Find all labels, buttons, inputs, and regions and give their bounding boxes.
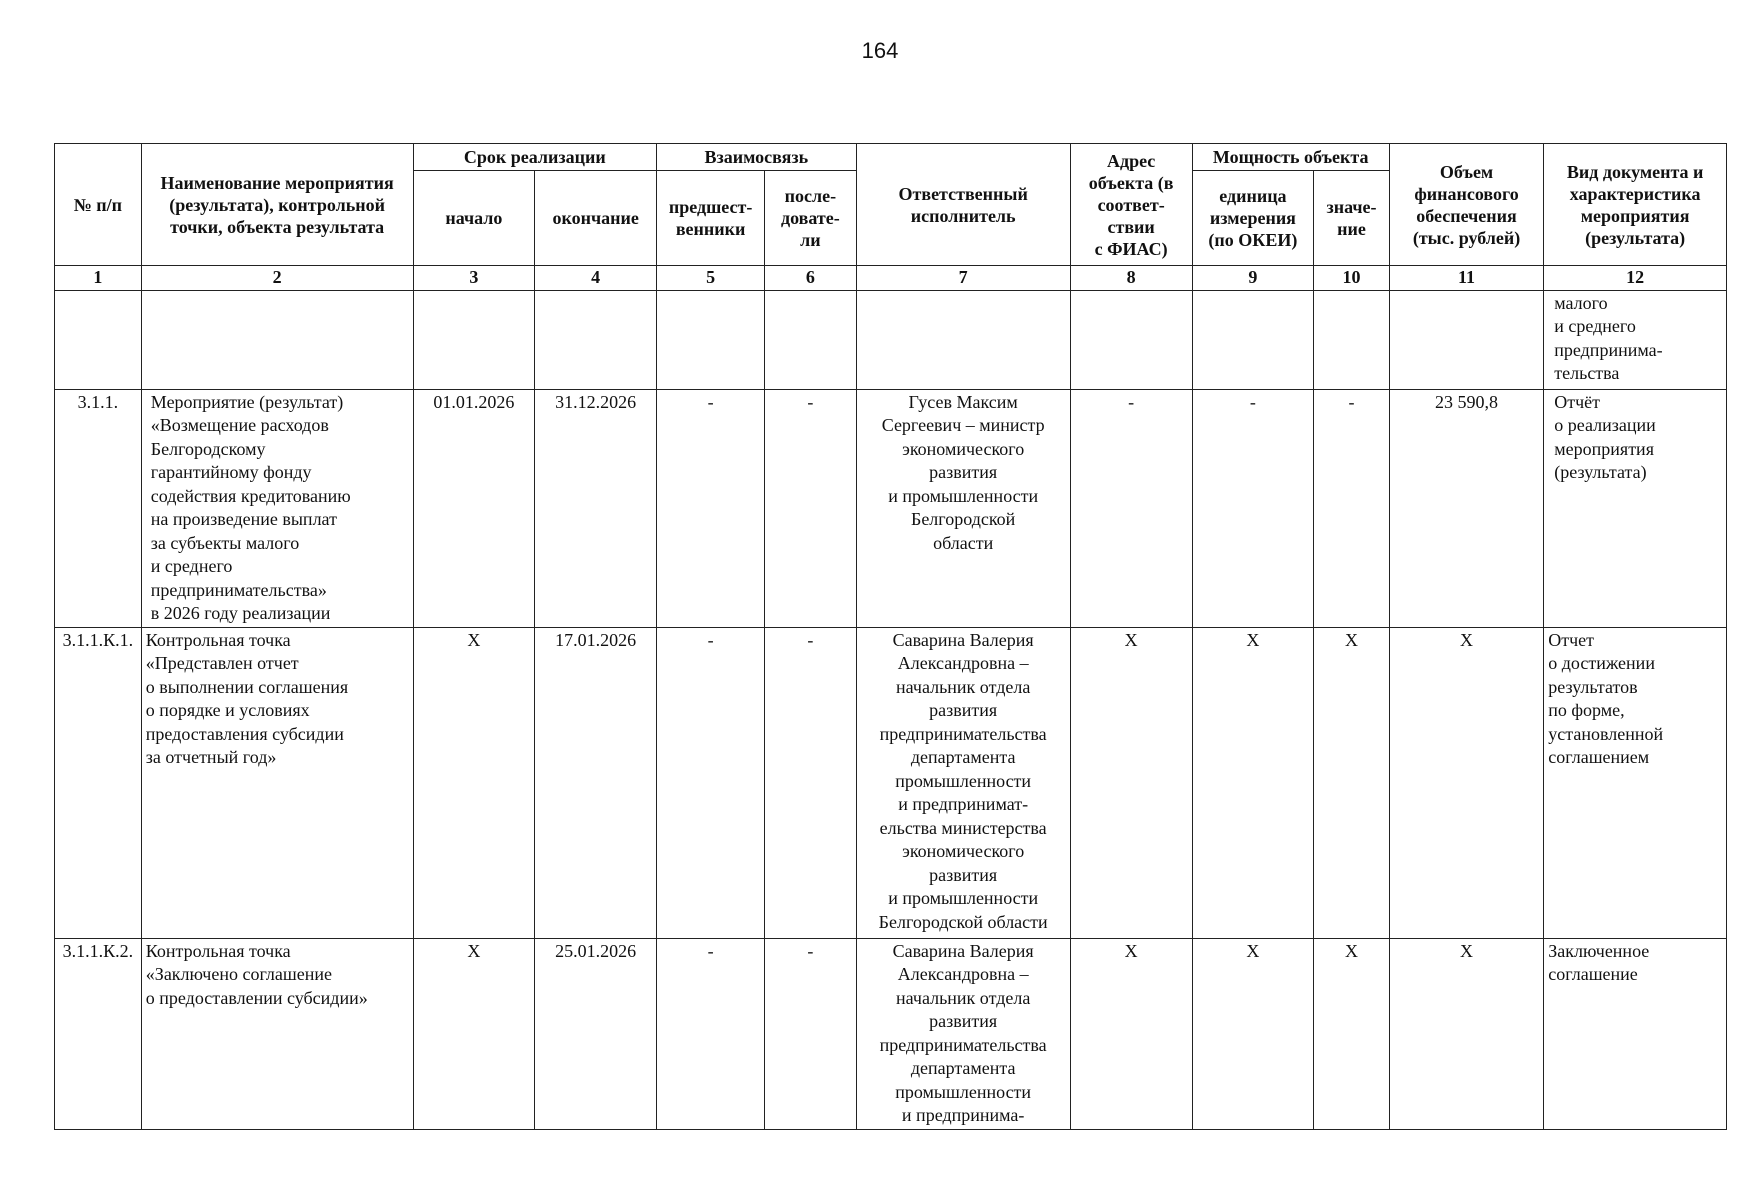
column-number: 1: [55, 266, 142, 291]
cell-predecessors: -: [657, 389, 765, 627]
cell-end: 31.12.2026: [535, 389, 657, 627]
cell-value: X: [1314, 938, 1390, 1129]
cell-responsible: Гусев Максим Сергеевич – министр экономического развития и промышленности Белгородской области: [856, 389, 1070, 627]
header-term-group: Срок реализации: [413, 144, 657, 171]
column-numbers-row: [55, 266, 1727, 291]
header-document: Вид документа и характеристика мероприятия (результата): [1544, 144, 1727, 266]
header-end: окончание: [535, 171, 657, 266]
cell-address: [1070, 290, 1192, 389]
cell-end: [535, 290, 657, 389]
cell-document: Отчёт о реализации мероприятия (результата): [1544, 389, 1727, 627]
cell-address: X: [1070, 938, 1192, 1129]
cell-unit: [1192, 290, 1314, 389]
cell-num: [55, 290, 142, 389]
cell-start: X: [413, 627, 535, 938]
table-row: [55, 627, 1727, 938]
table-row: [55, 938, 1727, 1129]
cell-successors: [765, 290, 856, 389]
cell-unit: X: [1192, 627, 1314, 938]
cell-finance: X: [1389, 627, 1543, 938]
page-number: 164: [861, 38, 899, 63]
cell-value: X: [1314, 627, 1390, 938]
column-number: 6: [765, 266, 856, 291]
header-successors: после- довате- ли: [765, 171, 856, 266]
cell-document: Отчет о достижении результатов по форме, установленной соглашением: [1544, 627, 1727, 938]
cell-num: 3.1.1.: [55, 389, 142, 627]
cell-value: -: [1314, 389, 1390, 627]
cell-end: 17.01.2026: [535, 627, 657, 938]
header-num: № п/п: [55, 144, 142, 266]
cell-address: -: [1070, 389, 1192, 627]
column-number: 10: [1314, 266, 1390, 291]
cell-name: [141, 290, 413, 389]
column-number: 11: [1389, 266, 1543, 291]
cell-responsible: Саварина Валерия Александровна – начальник отдела развития предпринимательства департамента промышленности и предпринима-: [856, 938, 1070, 1129]
cell-finance: 23 590,8: [1389, 389, 1543, 627]
cell-successors: -: [765, 389, 856, 627]
cell-successors: -: [765, 627, 856, 938]
header-finance: Объем финансового обеспечения (тыс. рублей): [1389, 144, 1543, 266]
header-start: начало: [413, 171, 535, 266]
header-relation-group: Взаимосвязь: [657, 144, 857, 171]
header-address: Адрес объекта (в соответ- ствии с ФИАС): [1070, 144, 1192, 266]
header-value: значе- ние: [1314, 171, 1390, 266]
cell-name: Мероприятие (результат) «Возмещение расходов Белгородскому гарантийному фонду содействия кредитованию на произведение выплат за субъекты малого и среднего предпринимательства» в 2026 году реализации: [141, 389, 413, 627]
header-row: [55, 144, 1727, 171]
cell-unit: -: [1192, 389, 1314, 627]
cell-finance: [1389, 290, 1543, 389]
cell-start: [413, 290, 535, 389]
column-number: 8: [1070, 266, 1192, 291]
column-number: 2: [141, 266, 413, 291]
column-number: 9: [1192, 266, 1314, 291]
column-number: 4: [535, 266, 657, 291]
header-responsible: Ответственный исполнитель: [856, 144, 1070, 266]
cell-document: малого и среднего предпринима- тельства: [1544, 290, 1727, 389]
table-row: [55, 389, 1727, 627]
column-number: 5: [657, 266, 765, 291]
cell-predecessors: -: [657, 627, 765, 938]
cell-num: 3.1.1.К.1.: [55, 627, 142, 938]
cell-value: [1314, 290, 1390, 389]
cell-unit: X: [1192, 938, 1314, 1129]
cell-end: 25.01.2026: [535, 938, 657, 1129]
column-number: 12: [1544, 266, 1727, 291]
cell-predecessors: -: [657, 938, 765, 1129]
cell-start: 01.01.2026: [413, 389, 535, 627]
cell-finance: X: [1389, 938, 1543, 1129]
cell-name: Контрольная точка «Представлен отчет о выполнении соглашения о порядке и условиях предоставления субсидии за отчетный год»: [141, 627, 413, 938]
cell-name: Контрольная точка «Заключено соглашение о предоставлении субсидии»: [141, 938, 413, 1129]
cell-responsible: [856, 290, 1070, 389]
cell-responsible: Саварина Валерия Александровна – начальник отдела развития предпринимательства департамента промышленности и предпринимат- ельства министерства экономического развития и промышленности Белгородской области: [856, 627, 1070, 938]
header-capacity-group: Мощность объекта: [1192, 144, 1389, 171]
cell-start: X: [413, 938, 535, 1129]
cell-document: Заключенное соглашение: [1544, 938, 1727, 1129]
cell-predecessors: [657, 290, 765, 389]
implementation-plan-table: [54, 143, 1727, 1130]
column-number: 3: [413, 266, 535, 291]
header-unit: единица измерения (по ОКЕИ): [1192, 171, 1314, 266]
cell-address: X: [1070, 627, 1192, 938]
table-row: [55, 290, 1727, 389]
header-name: Наименование мероприятия (результата), контрольной точки, объекта результата: [141, 144, 413, 266]
column-number: 7: [856, 266, 1070, 291]
header-predecessors: предшест- венники: [657, 171, 765, 266]
cell-num: 3.1.1.К.2.: [55, 938, 142, 1129]
cell-successors: -: [765, 938, 856, 1129]
